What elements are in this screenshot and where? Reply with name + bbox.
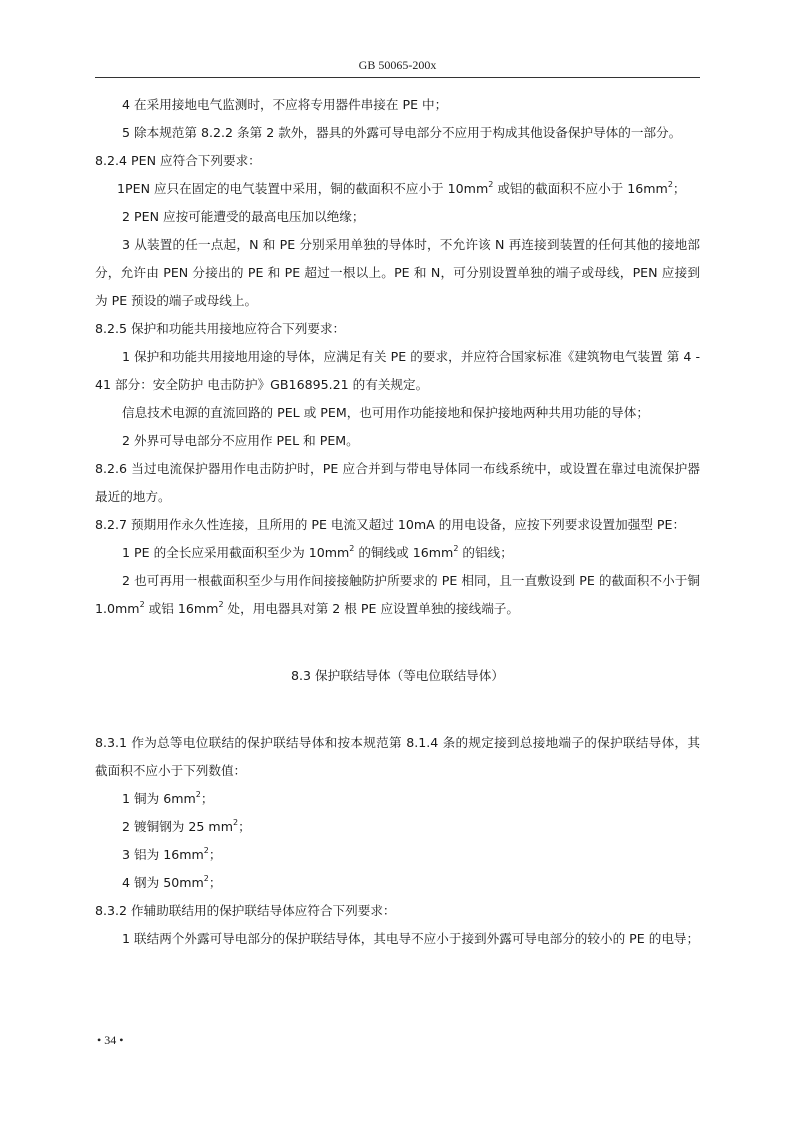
- header-divider: [95, 77, 700, 78]
- text-run: 或铝 16mm: [144, 601, 219, 616]
- superscript: 2: [139, 600, 145, 609]
- superscript: 2: [453, 544, 459, 553]
- running-header: GB 50065-200x: [358, 58, 437, 72]
- paragraph: 2 PEN 应按可能遭受的最高电压加以绝缘；: [122, 209, 365, 224]
- text-run: 处，用电器具对第 2 根 PE 应设置单独的接线端子。: [223, 601, 519, 616]
- clause-heading: 8.2.5 保护和功能共用接地应符合下列要求：: [95, 321, 346, 336]
- superscript: 2: [195, 790, 201, 799]
- superscript: 2: [667, 180, 673, 189]
- paragraph: 3 从装置的任一点起，N 和 PE 分别采用单独的导体时，不允许该 N 再连接到装置的任何其他的接地部分，允许由 PEN 分接出的 PE 和 PE 超过一根以上。PE 和 N，可分别设置单独的端子或母线，PEN 应接到为 PE 预设的端子或母线上。: [95, 237, 700, 308]
- list-item: [95, 841, 700, 869]
- page-number: • 34 •: [97, 1033, 124, 1047]
- paragraph: [95, 567, 700, 623]
- text-run: 1 铜为 6mm: [122, 791, 196, 806]
- list-item: [95, 813, 700, 841]
- text-run: 2 镀铜钢为 25 mm: [122, 819, 233, 834]
- clause-heading: 8.3.2 作辅助联结用的保护联结导体应符合下列要求：: [95, 903, 396, 918]
- section-title: 8.3 保护联结导体（等电位联结导体）: [291, 668, 504, 683]
- text-run: ；: [672, 181, 686, 196]
- text-run: ；: [238, 819, 251, 834]
- superscript: 2: [218, 600, 224, 609]
- paragraph: 4 在采用接地电气监测时，不应将专用器件串接在 PE 中；: [122, 97, 448, 112]
- clause-heading: 8.3.1 作为总等电位联结的保护联结导体和按本规范第 8.1.4 条的规定接到总接地端子的保护联结导体，其截面积不应小于下列数值：: [95, 735, 700, 778]
- text-run: ；: [200, 791, 214, 806]
- clause-heading: 8.2.6 当过电流保护器用作电击防护时，PE 应合并到与带电导体同一布线系统中，或设置在靠过电流保护器最近的地方。: [95, 461, 700, 504]
- list-item: [95, 869, 700, 897]
- paragraph: 信息技术电源的直流回路的 PEL 或 PEM，也可用作功能接地和保护接地两种共用功能的导体；: [122, 405, 649, 420]
- paragraph: 5 除本规范第 8.2.2 条第 2 款外，器具的外露可导电部分不应用于构成其他设备保护导体的一部分。: [122, 125, 682, 140]
- paragraph: [95, 175, 700, 203]
- paragraph: 1 保护和功能共用接地用途的导体，应满足有关 PE 的要求，并应符合国家标准《建筑物电气装置 第 4 - 41 部分：安全防护 电击防护》GB16895.21 的有关规定。: [95, 349, 700, 392]
- text-run: 的铝线；: [458, 545, 513, 560]
- paragraph: [95, 539, 700, 567]
- text-run: 1PEN 应只在固定的电气装置中采用，铜的截面积不应小于 10mm: [117, 181, 489, 196]
- paragraph: 1 联结两个外露可导电部分的保护联结导体，其电导不应小于接到外露可导电部分的较小的 PE 的电导；: [122, 931, 700, 946]
- text-run: 4 钢为 50mm: [122, 875, 204, 890]
- superscript: 2: [488, 180, 494, 189]
- page-body: [95, 91, 700, 953]
- text-run: 3 铝为 16mm: [122, 847, 204, 862]
- paragraph: 2 外界可导电部分不应用作 PEL 和 PEM。: [122, 433, 359, 448]
- superscript: 2: [349, 544, 355, 553]
- superscript: 2: [203, 846, 209, 855]
- text-run: 1 PE 的全长应采用截面积至少为 10mm: [122, 545, 350, 560]
- text-run: 或铝的截面积不应小于 16mm: [493, 181, 668, 196]
- list-item: [95, 785, 700, 813]
- text-run: 2 也可再用一根截面积至少与用作间接接触防护所要求的 PE 相同，且一直敷设到 PE 的截面积不小于铜 1.0mm: [95, 573, 700, 616]
- text-run: ；: [208, 875, 222, 890]
- superscript: 2: [232, 818, 239, 827]
- text-run: ；: [208, 847, 222, 862]
- clause-heading: 8.2.7 预期用作永久性连接，且所用的 PE 电流又超过 10mA 的用电设备，应按下列要求设置加强型 PE：: [95, 517, 686, 532]
- text-run: 的铜线或 16mm: [354, 545, 454, 560]
- superscript: 2: [203, 874, 209, 883]
- clause-heading: 8.2.4 PEN 应符合下列要求：: [95, 153, 261, 168]
